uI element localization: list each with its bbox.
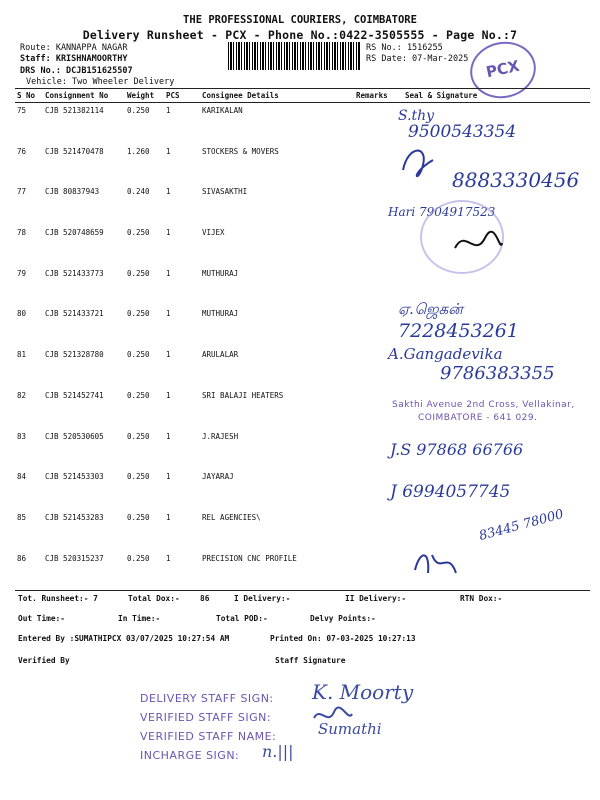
cell-consignment: CJB 521433721 [45,309,104,319]
sig-80-phone: 7228453261 [398,320,519,342]
cell-remarks [354,144,403,185]
i-delivery: I Delivery:- [234,594,291,603]
total-dox: Total Dox:- [128,594,180,603]
sig-80-tamil: ஏ.ஜெகன் [398,300,463,318]
cell-pcs: 1 [166,472,171,482]
stamp-delivery-staff-sign: DELIVERY STAFF SIGN: [140,692,274,705]
footer-divider [15,590,590,591]
cell-consignee: REL AGENCIES\ [202,512,261,522]
cell-weight: 0.250 [127,228,150,238]
cell-remarks [354,306,403,347]
route: Route: KANNAPPA NAGAR [20,43,128,53]
cell-sno: 83 [17,431,27,441]
sig-76-scribble [398,140,438,180]
cell-remarks [354,225,403,266]
tot-runsheet: Tot. Runsheet:- 7 [18,594,98,603]
sig-84: J 6994057745 [390,482,511,502]
cell-sno: 77 [17,187,27,197]
sig-82-stamp-line1: Sakthi Avenue 2nd Cross, Vellakinar, [392,400,575,410]
sig-75-phone: 9500543354 [408,122,517,142]
cell-consignee: ARULALAR [202,350,239,360]
cell-consignment: CJB 80837943 [45,187,100,197]
cell-weight: 0.250 [127,268,150,278]
table-header-row [15,89,590,103]
col-header-weight: Weight [125,89,164,103]
sig-78-scribble [450,228,505,258]
cell-consignee: PRECISION CNC PROFILE [202,553,297,563]
cell-pcs: 1 [166,431,171,441]
col-header-remarks: Remarks [354,89,403,103]
company-name: THE PROFESSIONAL COURIERS, COIMBATORE [183,14,417,26]
sig-81-name: A.Gangadevika [388,345,503,363]
cell-weight: 0.250 [127,472,150,482]
rtn-dox: RTN Dox:- [460,594,503,603]
runsheet-title: Delivery Runsheet - PCX - Phone No.:0422-3505555 - Page No.:7 [82,28,518,42]
cell-consignee: MUTHURAJ [202,309,239,319]
cell-pcs: 1 [166,268,171,278]
cell-sno: 82 [17,390,27,400]
cell-consignee: MUTHURAJ [202,268,239,278]
cell-pcs: 1 [166,350,171,360]
cell-remarks [354,510,403,551]
cell-consignment: CJB 521453303 [45,472,104,482]
total-pod: Total POD:- [216,614,268,623]
cell-pcs: 1 [166,187,171,197]
col-header-consignee: Consignee Details [200,89,354,103]
cell-consignment: CJB 521382114 [45,106,104,115]
cell-consignee: KARIKALAN [202,106,243,115]
cell-remarks [354,266,403,307]
verified-staff-name: Sumathi [318,720,382,738]
cell-pcs: 1 [166,512,171,522]
table-row [15,551,590,592]
sig-86-scribble [410,545,460,580]
cell-sno: 75 [17,106,27,115]
rs-date: RS Date: 07-Mar-2025 [366,54,469,64]
cell-consignee: STOCKERS & MOVERS [202,146,279,156]
cell-pcs: 1 [166,228,171,238]
cell-sno: 79 [17,268,27,278]
sig-77-phone: Hari 7904917523 [388,205,496,219]
cell-pcs: 1 [166,146,171,156]
cell-sno: 76 [17,146,27,156]
cell-sno: 78 [17,228,27,238]
table-row [15,266,590,307]
cell-remarks [354,103,403,144]
cell-consignment: CJB 521470478 [45,146,104,156]
cell-weight: 0.240 [127,187,150,197]
ii-delivery: II Delivery:- [345,594,407,603]
cell-sno: 85 [17,512,27,522]
barcode [228,42,360,70]
total-dox-value: 86 [200,594,210,603]
cell-consignee: SRI BALAJI HEATERS [202,390,284,400]
in-time: In Time:- [118,614,161,623]
cell-weight: 0.250 [127,106,150,115]
verified-by: Verified By [18,656,70,665]
col-header-sno: S No [15,89,43,103]
cell-pcs: 1 [166,309,171,319]
cell-sno: 80 [17,309,27,319]
cell-weight: 0.250 [127,512,150,522]
cell-consignment: CJB 521452741 [45,390,104,400]
drs-number: DRS No.: DCJB151625507 [20,66,133,76]
sig-85: 83445 78000 [477,507,566,544]
printed-on: Printed On: 07-03-2025 10:27:13 [270,634,416,643]
cell-consignment: CJB 520748659 [45,228,104,238]
cell-weight: 0.250 [127,390,150,400]
cell-sno: 86 [17,553,27,563]
cell-consignment: CJB 520530605 [45,431,104,441]
cell-sno: 81 [17,350,27,360]
sig-82-stamp-line2: COIMBATORE - 641 029. [418,413,538,423]
stamp-verified-staff-sign: VERIFIED STAFF SIGN: [140,711,272,724]
cell-weight: 0.250 [127,431,150,441]
cell-consignment: CJB 521433773 [45,268,104,278]
out-time: Out Time:- [18,614,65,623]
cell-consignee: JAYARAJ [202,472,234,482]
cell-consignment: CJB 521328780 [45,350,104,360]
col-header-seal: Seal & Signature [403,89,590,103]
cell-pcs: 1 [166,553,171,563]
sig-83: J.S 97868 66766 [390,440,524,459]
cell-consignee: J.RAJESH [202,431,239,441]
cell-consignment: CJB 521453283 [45,512,104,522]
delivery-staff-signature: K. Moorty [312,680,414,704]
sig-81-phone: 9786383355 [440,363,555,384]
stamp-verified-staff-name: VERIFIED STAFF NAME: [140,730,277,743]
rs-number: RS No.: 1516255 [366,43,443,53]
cell-sno: 84 [17,472,27,482]
staff: Staff: KRISHNAMOORTHY [20,54,128,64]
cell-remarks [354,551,403,592]
pcx-stamp: PCX [465,36,541,104]
cell-weight: 0.250 [127,309,150,319]
cell-weight: 1.260 [127,146,150,156]
cell-pcs: 1 [166,106,171,115]
cell-weight: 0.250 [127,553,150,563]
cell-consignment: CJB 520315237 [45,553,104,563]
incharge-signature: n.||| [262,742,294,761]
cell-pcs: 1 [166,390,171,400]
sig-75-name: S.thy [398,108,435,124]
delvy-points: Delvy Points:- [310,614,376,623]
sig-76-phone: 8883330456 [452,168,580,192]
cell-consignee: VIJEX [202,228,225,238]
staff-signature: Staff Signature [275,656,346,665]
col-header-consignment: Consignment No [43,89,125,103]
col-header-pcs: PCS [164,89,200,103]
stamp-incharge-sign: INCHARGE SIGN: [140,749,240,762]
entered-by: Entered By :SUMATHIPCX 03/07/2025 10:27:54 AM [18,634,230,643]
cell-weight: 0.250 [127,350,150,360]
cell-consignee: SIVASAKTHI [202,187,248,197]
vehicle: Vehicle: Two Wheeler Delivery [26,77,175,87]
